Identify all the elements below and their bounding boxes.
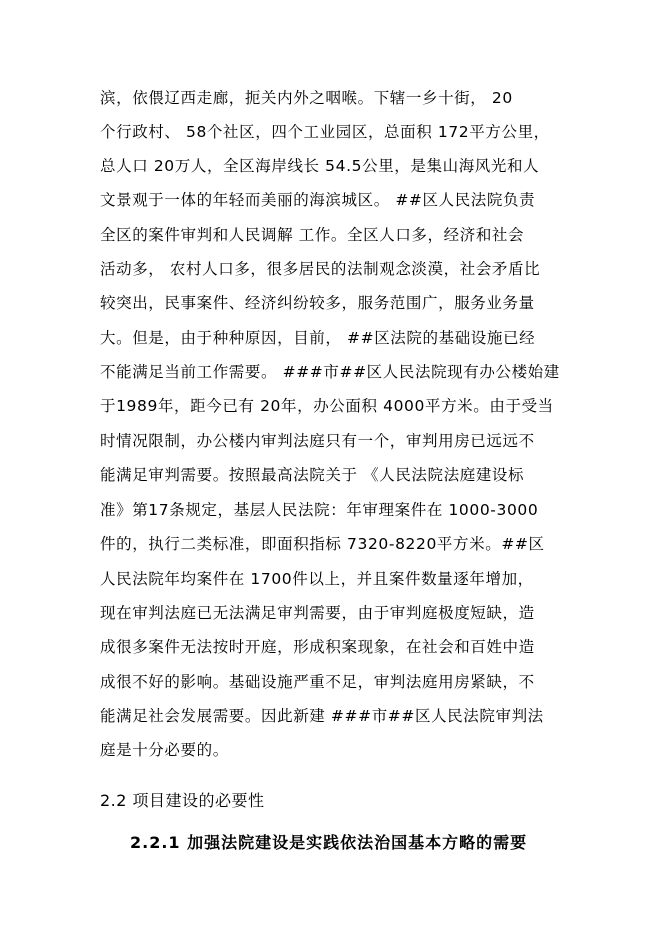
paragraph-line: 成很不好的影响。基础设施严重不足，审判法庭用房紧缺，不 <box>100 673 535 691</box>
subsection-heading: 2.2.1 加强法院建设是实践依法治国基本方略的需要 <box>130 833 528 852</box>
paragraph-line: 现在审判法庭已无法满足审判需要，由于审判庭极度短缺，造 <box>100 604 535 622</box>
paragraph-line: 滨，依偎辽西走廊，扼关内外之咽喉。下辖一乡十街， 20 <box>100 89 513 107</box>
paragraph-line: 总人口 20万人，全区海岸线长 54.5公里，是集山海风光和人 <box>100 157 540 175</box>
paragraph-line: 准》第17条规定，基层人民法院：年审理案件在 1000-3000 <box>100 501 539 519</box>
paragraph-line: 大。但是，由于种种原因，目前， ##区法院的基础设施已经 <box>100 329 536 347</box>
section-heading: 2.2 项目建设的必要性 <box>100 791 265 810</box>
paragraph-line: 个行政村、 58个社区，四个工业园区，总面积 172平方公里， <box>100 123 550 141</box>
paragraph-line: 庭是十分必要的。 <box>100 741 229 759</box>
paragraph-line: 不能满足当前工作需要。 ###市##区人民法院现有办公楼始建 <box>100 363 560 381</box>
paragraph-line: 文景观于一体的年轻而美丽的海滨城区。 ##区人民法院负责 <box>100 191 536 209</box>
paragraph-line: 能满足社会发展需要。因此新建 ###市##区人民法院审判法 <box>100 707 544 725</box>
paragraph-line: 件的，执行二类标准，即面积指标 7320-8220平方米。##区 <box>100 535 545 553</box>
paragraph-line: 较突出，民事案件、经济纠纷较多，服务范围广，服务业务量 <box>100 294 535 312</box>
paragraph-line: 人民法院年均案件在 1700件以上，并且案件数量逐年增加， <box>100 570 534 588</box>
paragraph-line: 成很多案件无法按时开庭，形成积案现象，在社会和百姓中造 <box>100 638 535 656</box>
paragraph-line: 能满足审判需要。按照最高法院关于 《人民法院法庭建设标 <box>100 466 525 484</box>
paragraph-line: 时情况限制，办公楼内审判法庭只有一个，审判用房已远远不 <box>100 432 535 450</box>
paragraph-line: 全区的案件审判和人民调解 工作。全区人口多，经济和社会 <box>100 226 525 244</box>
paragraph-line: 活动多， 农村人口多，很多居民的法制观念淡漠，社会矛盾比 <box>100 260 541 278</box>
paragraph-line: 于1989年，距今已有 20年，办公面积 4000平方米。由于受当 <box>100 397 554 415</box>
